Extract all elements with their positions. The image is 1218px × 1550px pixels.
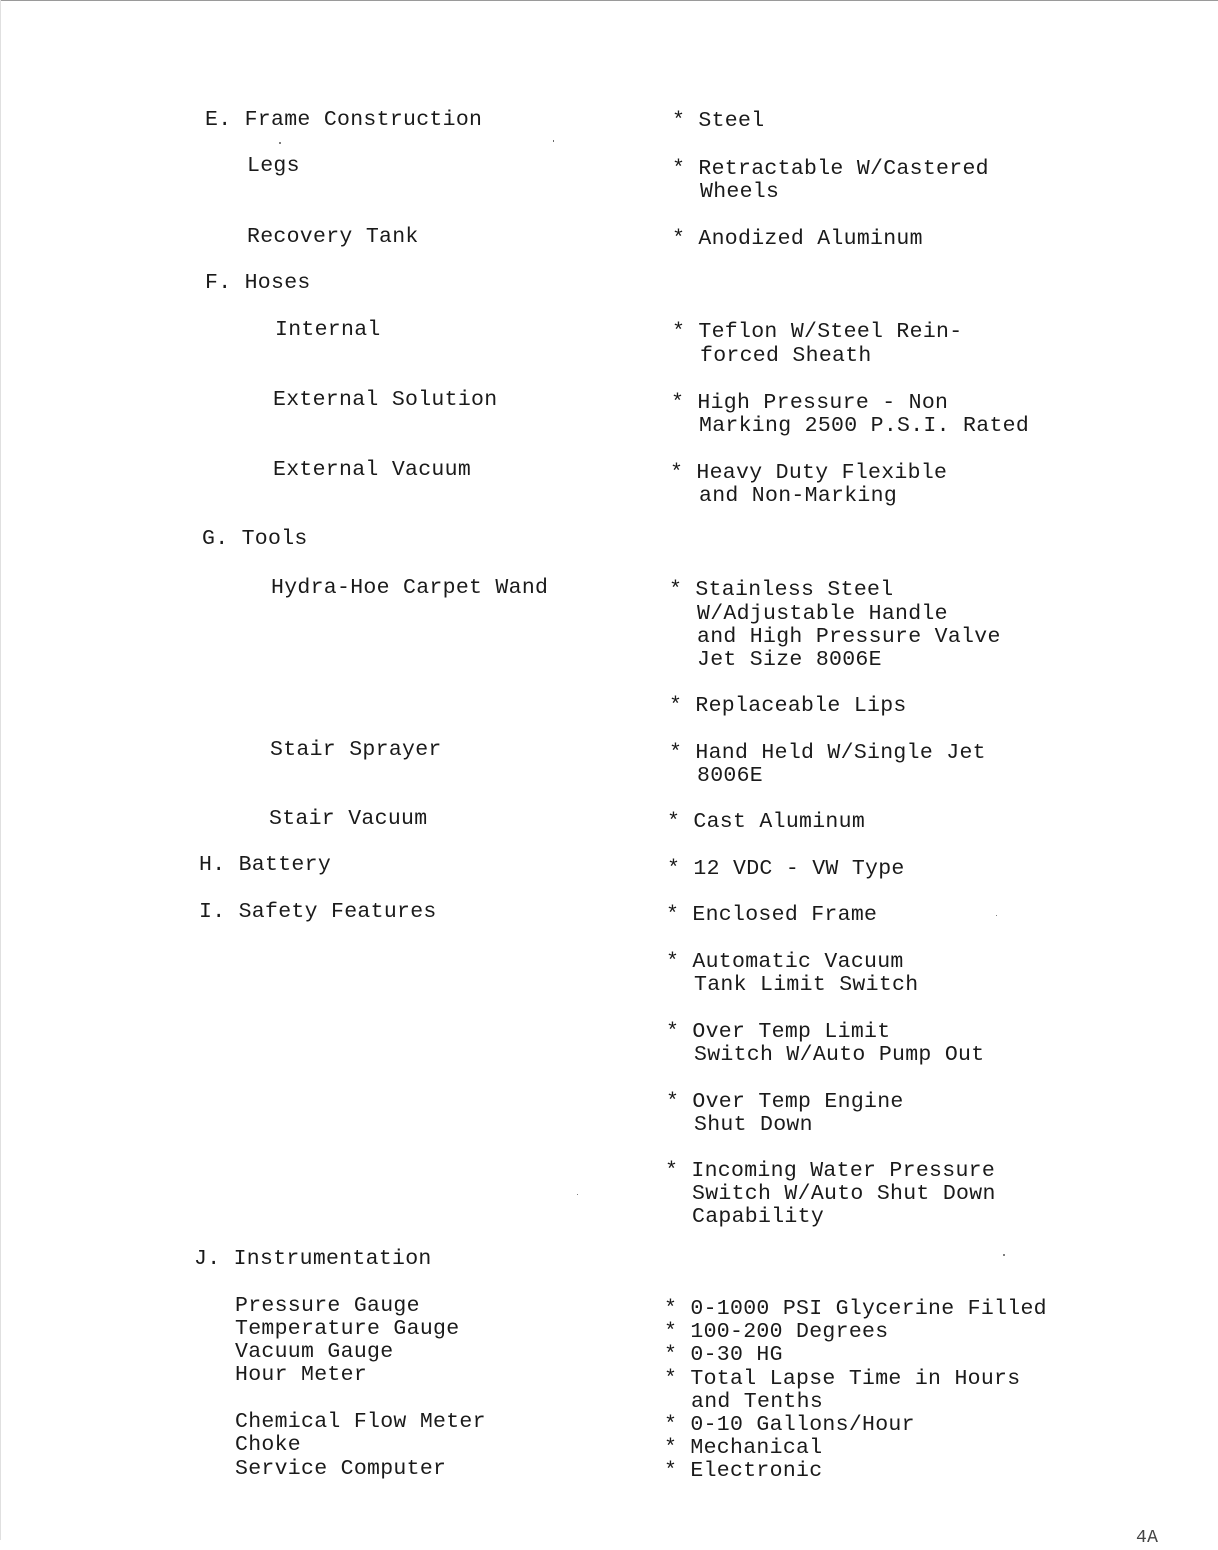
instrument-label: Choke: [235, 1433, 302, 1457]
section-i-heading: I. Safety Features: [199, 900, 437, 924]
carpet-wand-value-5: * Replaceable Lips: [669, 694, 907, 718]
stair-sprayer-label: Stair Sprayer: [270, 738, 442, 762]
carpet-wand-value: * Stainless Steel: [669, 578, 894, 602]
instrument-label: Temperature Gauge: [235, 1317, 460, 1341]
instrument-value: * 100-200 Degrees: [664, 1320, 889, 1344]
section-g-heading: G. Tools: [202, 527, 308, 551]
instrument-label: Vacuum Gauge: [235, 1340, 394, 1364]
external-solution-value-cont: Marking 2500 P.S.I. Rated: [699, 414, 1030, 438]
external-solution-label: External Solution: [273, 388, 498, 412]
safety-value-3: * Over Temp Limit: [666, 1020, 891, 1044]
safety-value-3-cont: Switch W/Auto Pump Out: [694, 1043, 985, 1067]
safety-value-2: * Automatic Vacuum: [666, 950, 904, 974]
instrument-label: Pressure Gauge: [235, 1294, 420, 1318]
safety-value-4-cont: Shut Down: [694, 1113, 813, 1137]
scan-left-edge: [0, 0, 1, 1540]
instrument-label: Hour Meter: [235, 1363, 368, 1387]
external-vacuum-value-cont: and Non-Marking: [699, 484, 898, 508]
stair-sprayer-value: * Hand Held W/Single Jet: [669, 741, 986, 765]
safety-value-4: * Over Temp Engine: [666, 1090, 904, 1114]
scan-top-edge: [0, 0, 1218, 1]
section-e-heading: E. Frame Construction: [205, 108, 483, 132]
recovery-tank-label: Recovery Tank: [247, 225, 419, 249]
scan-speck: [1003, 1254, 1005, 1256]
instrument-value: * Electronic: [664, 1459, 823, 1483]
external-vacuum-value: * Heavy Duty Flexible: [670, 461, 948, 485]
instrument-value: * 0-10 Gallons/Hour: [664, 1413, 915, 1437]
instrument-value: and Tenths: [691, 1390, 824, 1414]
instrument-value: * Total Lapse Time in Hours: [664, 1367, 1021, 1391]
legs-label: Legs: [247, 154, 300, 178]
internal-value: * Teflon W/Steel Rein-: [672, 320, 963, 344]
stair-sprayer-value-cont: 8006E: [697, 764, 764, 788]
carpet-wand-value-3: and High Pressure Valve: [697, 625, 1001, 649]
external-solution-value: * High Pressure - Non: [671, 391, 949, 415]
carpet-wand-label: Hydra-Hoe Carpet Wand: [271, 576, 549, 600]
scan-speck: [279, 142, 281, 144]
scan-speck: [553, 140, 554, 142]
legs-value-cont: Wheels: [700, 180, 780, 204]
internal-label: Internal: [275, 318, 381, 342]
instrument-label: Service Computer: [235, 1457, 447, 1481]
internal-value-cont: forced Sheath: [700, 344, 872, 368]
external-vacuum-label: External Vacuum: [273, 458, 472, 482]
safety-value-5-cont: Switch W/Auto Shut Down: [692, 1182, 996, 1206]
scan-speck: [577, 1194, 578, 1195]
section-f-heading: F. Hoses: [205, 271, 311, 295]
stair-vacuum-label: Stair Vacuum: [269, 807, 428, 831]
safety-value-1: * Enclosed Frame: [666, 903, 878, 927]
safety-value-2-cont: Tank Limit Switch: [694, 973, 919, 997]
carpet-wand-value-4: Jet Size 8006E: [697, 648, 882, 672]
page-number: 4A: [1136, 1528, 1159, 1548]
battery-value: * 12 VDC - VW Type: [667, 857, 905, 881]
recovery-tank-value: * Anodized Aluminum: [672, 227, 923, 251]
safety-value-5-cont-2: Capability: [692, 1205, 825, 1229]
instrument-value: * 0-1000 PSI Glycerine Filled: [664, 1297, 1047, 1321]
carpet-wand-value-2: W/Adjustable Handle: [697, 602, 948, 626]
instrument-value: * Mechanical: [664, 1436, 823, 1460]
stair-vacuum-value: * Cast Aluminum: [667, 810, 866, 834]
legs-value: * Retractable W/Castered: [672, 157, 989, 181]
safety-value-5: * Incoming Water Pressure: [665, 1159, 996, 1183]
section-j-heading: J. Instrumentation: [194, 1247, 432, 1271]
instrument-value: * 0-30 HG: [664, 1343, 783, 1367]
section-e-value: * Steel: [672, 109, 765, 133]
section-h-heading: H. Battery: [199, 853, 332, 877]
scan-speck: [996, 915, 997, 916]
instrument-label: Chemical Flow Meter: [235, 1410, 486, 1434]
